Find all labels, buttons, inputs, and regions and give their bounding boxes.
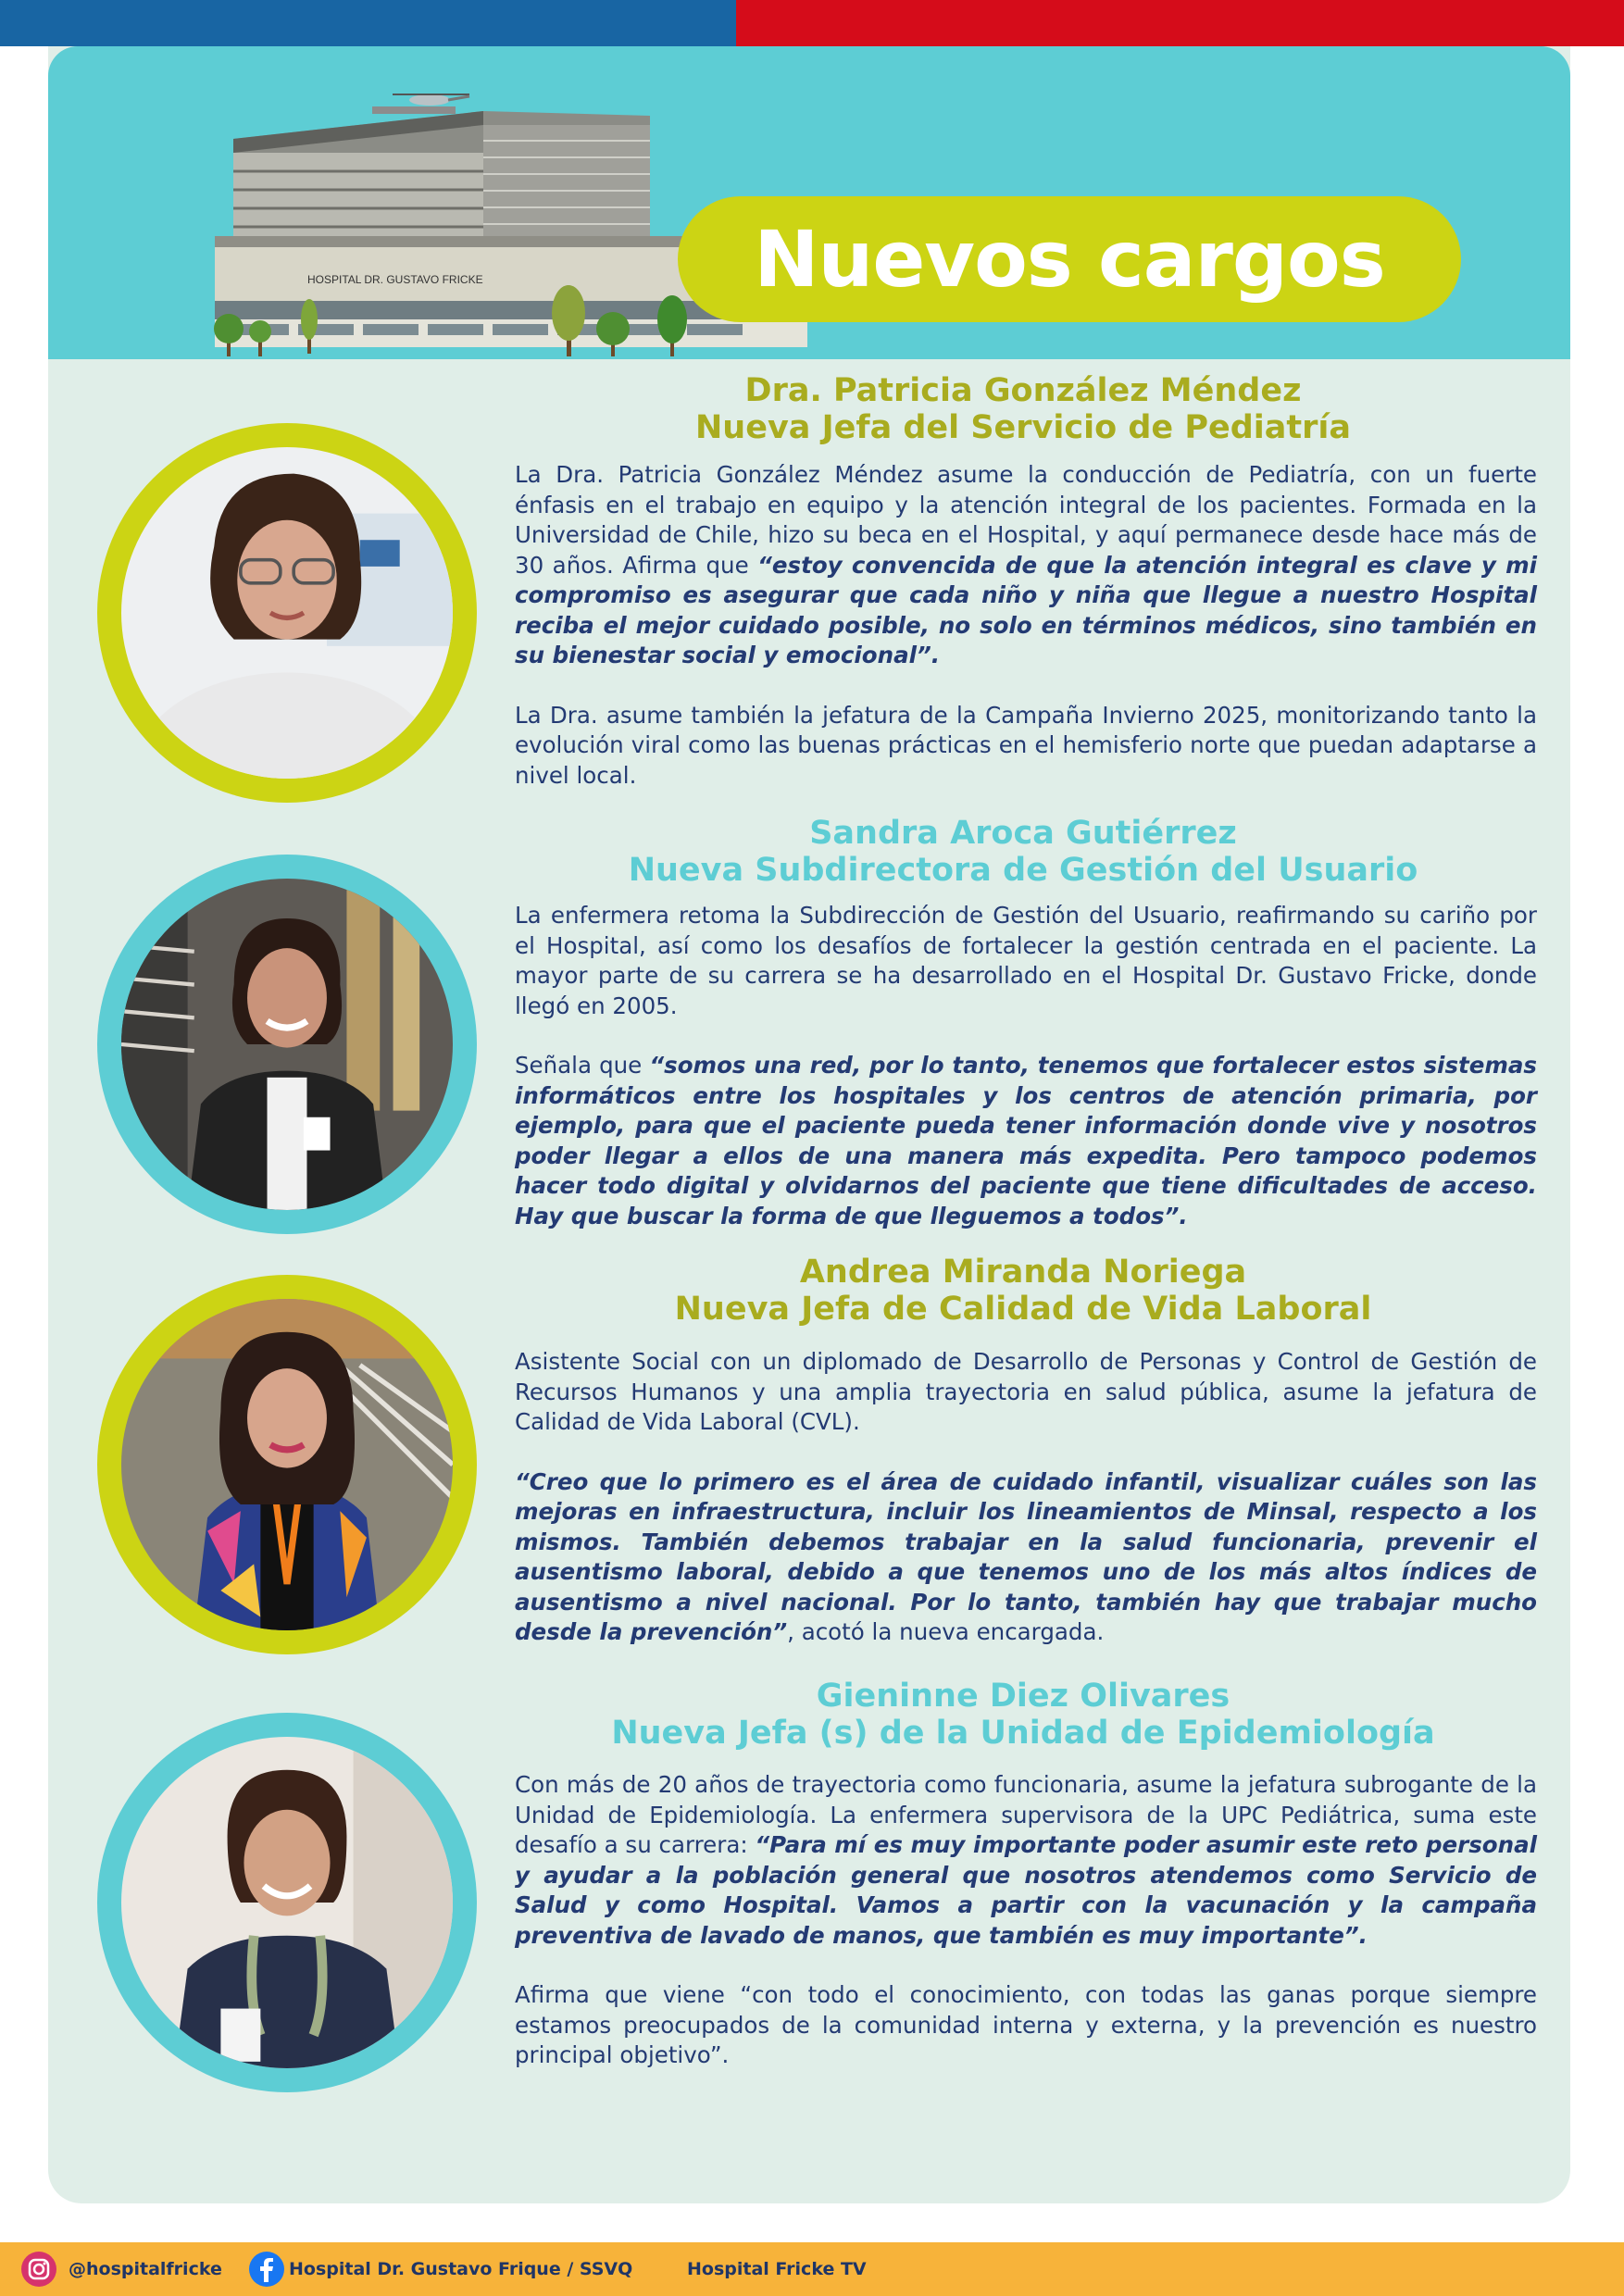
facebook-icon — [248, 2251, 285, 2288]
portrait-photo — [121, 447, 453, 779]
profile-4-description — [515, 1770, 1537, 2101]
profile-text: La enfermera retoma la Subdirección de Gestión del Usuario, reafirmando su cariño por el Hospital, así como los desafíos de fortalecer la gestión centrada en el paciente. La mayor parte de su carrera se ha desarrollado en el Hospital Dr. Gustavo Fricke, donde llegó en 2005. — [515, 902, 1537, 1019]
profile-1-name-block — [500, 372, 1546, 446]
footer-tv[interactable] — [687, 2242, 867, 2296]
profile-text: Señala que — [515, 1052, 650, 1079]
profile-role: Nueva Jefa del Servicio de Pediatría — [695, 409, 1351, 446]
profile-name: Andrea Miranda Noriega — [799, 1254, 1247, 1291]
portrait-photo — [121, 1299, 453, 1630]
profile-role: Nueva Jefa de Calidad de Vida Laboral — [674, 1291, 1372, 1328]
profile-name: Sandra Aroca Gutiérrez — [809, 815, 1237, 852]
profile-quote: “Para mí es muy importante poder asumir este reto personal y ayudar a la población general que nosotros atendemos como Servicio de Salud y como Hospital. Vamos a partir con la vacunación y la campaña preventiva de lavado de manos, que también es muy importante”. — [515, 1831, 1538, 1949]
profile-role: Nueva Jefa (s) de la Unidad de Epidemiología — [611, 1715, 1435, 1752]
page-title: Nuevos cargos — [754, 214, 1385, 305]
profile-name: Dra. Patricia González Méndez — [744, 372, 1302, 409]
profile-text: Asistente Social con un diplomado de Desarrollo de Personas y Control de Gestión de Recursos Humanos y una amplia trayectoria en salud pública, asume la jefatura de Calidad de Vida Laboral (CVL). — [515, 1348, 1537, 1435]
profile-quote: “somos una red, por lo tanto, tenemos que fortalecer estos sistemas informáticos entre los hospitales y los centros de atención primaria, por ejemplo, para que el paciente pueda tener información donde vive y nosotros poder llegar a ellos de una manera más expedita. Pero tampoco podemos hacer todo digital y olvidarnos del paciente que tiene dificultades de acceso. Hay que buscar la forma de que lleguemos a todos”. — [515, 1052, 1538, 1229]
profile-4-name-block — [500, 1678, 1546, 1752]
profile-3-name-block — [500, 1254, 1546, 1328]
profile-name: Gieninne Diez Olivares — [816, 1678, 1230, 1715]
instagram-handle: @hospitalfricke — [69, 2259, 222, 2279]
title-pill — [678, 196, 1461, 322]
profile-role: Nueva Subdirectora de Gestión del Usuario — [628, 852, 1418, 889]
profile-text: La Dra. Patricia González Méndez asume la conducción de Pediatría, con un fuerte énfasis en el trabajo en equipo y la atención integral de los pacientes. Formada en la Universidad de Chile, hizo su beca en el Hospital, y aquí permanece desde hace más de 30 años. Afirma que — [515, 461, 1537, 579]
portrait-sandra — [97, 855, 477, 1234]
profile-2-description — [515, 901, 1537, 1261]
portrait-patricia — [97, 423, 477, 803]
profile-2-name-block — [500, 815, 1546, 889]
profile-quote: “estoy convencida de que la atención integral es clave y mi compromiso es asegurar que cada niño y niña que llegue a nuestro Hospital reciba el mejor cuidado posible, no solo en términos médicos, sino también en su bienestar social y emocional”. — [515, 551, 1537, 668]
portrait-gieninne — [97, 1713, 477, 2092]
footer-instagram[interactable] — [20, 2242, 222, 2296]
top-bar-blue — [0, 0, 736, 46]
instagram-icon — [20, 2251, 57, 2288]
portrait-photo — [121, 879, 453, 1210]
profile-text: , acotó la nueva encargada. — [787, 1618, 1105, 1645]
profile-text: Afirma que viene “con todo el conocimiento, con todas las ganas porque siempre estamos preocupados de la comunidad interna y externa, y la prevención es nuestro principal objetivo”. — [515, 1981, 1537, 2068]
building-sign: HOSPITAL DR. GUSTAVO FRICKE — [307, 273, 483, 286]
top-bar-red — [736, 0, 1624, 46]
footer-bar — [0, 2242, 1624, 2296]
profile-3-description — [515, 1347, 1537, 1678]
profile-text: La Dra. asume también la jefatura de la Campaña Invierno 2025, monitorizando tanto la evolución viral como las buenas prácticas en el hemisferio norte que puedan adaptarse a nivel local. — [515, 701, 1537, 789]
profile-text: Con más de 20 años de trayectoria como funcionaria, asume la jefatura subrogante de la Unidad de Epidemiología. La enfermera supervisora de la UPC Pediátrica, suma este desafío a su carrera: — [515, 1771, 1537, 1858]
footer-facebook[interactable] — [248, 2242, 632, 2296]
profile-quote: “Creo que lo primero es el área de cuidado infantil, visualizar cuáles son las mejoras en infraestructura, incluir los lineamientos de Minsal, respecto a los mismos. También debemos trabajar en la salud funcionaria, prevenir el ausentismo laboral, debido a que tenemos uno de los más altos índices de ausentismo a nivel nacional. Por lo tanto, también hay que trabajar mucho desde la prevención” — [515, 1467, 1537, 1645]
header-banner — [48, 46, 1570, 359]
profile-1-description — [515, 460, 1537, 820]
portrait-photo — [121, 1737, 453, 2068]
facebook-page: Hospital Dr. Gustavo Frique / SSVQ — [289, 2259, 633, 2279]
portrait-andrea — [97, 1275, 477, 1654]
tv-channel: Hospital Fricke TV — [687, 2259, 867, 2279]
